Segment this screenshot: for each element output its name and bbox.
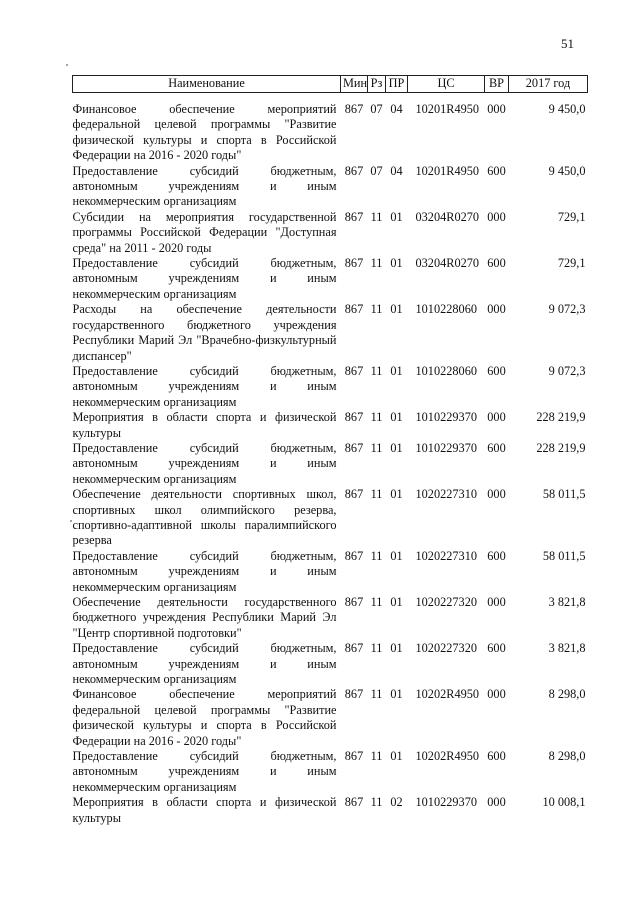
header-min: Мин <box>341 76 368 93</box>
header-pr: ПР <box>386 76 408 93</box>
table-row <box>73 164 588 210</box>
cell-name: Финансовое обеспечение мероприятий федеральной целевой программы "Развитие физической культуры и спорта в Российской Федерации на 2016 - 2020 годы" <box>72 687 337 748</box>
cell-min: 867 <box>344 209 364 224</box>
cell-vr: 600 <box>487 163 506 178</box>
cell-pr: 01 <box>390 749 403 764</box>
cell-rz: 11 <box>370 795 383 810</box>
cell-vr: 000 <box>487 302 506 317</box>
cell-min: 867 <box>344 363 364 378</box>
cell-min: 867 <box>344 548 364 563</box>
cell-rz: 11 <box>370 687 383 702</box>
cell-cs: 1010229370 <box>415 410 477 425</box>
cell-amount: 10 008,1 <box>542 795 586 810</box>
cell-name: Обеспечение деятельности спортивных школ, спортивных школ олимпийского резерва, спортивно-адаптивной школы паралимпийского резерва <box>72 487 337 548</box>
cell-vr: 000 <box>487 795 506 810</box>
table-row <box>73 641 588 687</box>
cell-rz: 11 <box>370 209 383 224</box>
cell-min: 867 <box>344 410 364 425</box>
cell-cs: 03204R0270 <box>415 256 480 271</box>
cell-name: Предоставление субсидий бюджетным, автономным учреждениям и иным некоммерческим организациям <box>72 363 337 409</box>
cell-vr: 600 <box>487 641 506 656</box>
cell-vr: 000 <box>487 410 506 425</box>
header-rz: Рз <box>368 76 386 93</box>
cell-name: Финансовое обеспечение мероприятий федеральной целевой программы "Развитие физической культуры и спорта в Российской Федерации на 2016 - 2020 годы" <box>72 102 337 163</box>
cell-rz: 07 <box>370 102 383 116</box>
cell-vr: 000 <box>487 102 506 116</box>
cell-pr: 01 <box>390 487 403 502</box>
cell-rz: 11 <box>370 595 383 609</box>
cell-amount: 9 072,3 <box>548 302 586 317</box>
page-number: 51 <box>561 36 574 51</box>
cell-name: Предоставление субсидий бюджетным, автономным учреждениям и иным некоммерческим организациям <box>72 749 337 794</box>
cell-cs: 03204R0270 <box>415 209 480 224</box>
cell-vr: 000 <box>487 487 506 502</box>
cell-pr: 04 <box>390 102 403 116</box>
cell-cs: 1020227320 <box>415 641 477 656</box>
cell-pr: 02 <box>390 795 403 810</box>
cell-amount: 3 821,8 <box>548 595 586 609</box>
cell-rz: 11 <box>370 256 383 271</box>
cell-amount: 58 011,5 <box>542 487 586 502</box>
cell-amount: 228 219,9 <box>536 410 586 425</box>
cell-cs: 1010229370 <box>415 440 477 455</box>
cell-pr: 01 <box>390 302 403 317</box>
cell-rz: 11 <box>370 410 383 425</box>
cell-vr: 600 <box>487 749 506 764</box>
cell-min: 867 <box>344 595 364 609</box>
table-row <box>73 364 588 410</box>
cell-name: Предоставление субсидий бюджетным, автономным учреждениям и иным некоммерческим организациям <box>72 548 337 594</box>
cell-pr: 01 <box>390 256 403 271</box>
table-row <box>73 302 588 364</box>
table-row <box>73 487 588 549</box>
budget-table <box>72 75 588 826</box>
table-row <box>73 210 588 256</box>
cell-min: 867 <box>344 163 364 178</box>
cell-cs: 1010228060 <box>415 363 477 378</box>
cell-min: 867 <box>344 256 364 271</box>
cell-name: Мероприятия в области спорта и физической культуры <box>72 410 337 440</box>
cell-vr: 000 <box>487 595 506 609</box>
scan-speck <box>66 64 68 66</box>
cell-cs: 10202R4950 <box>415 687 480 702</box>
table-row <box>73 595 588 641</box>
cell-cs: 1020227310 <box>415 487 477 502</box>
cell-rz: 11 <box>370 641 383 656</box>
cell-cs: 1010228060 <box>415 302 477 317</box>
cell-min: 867 <box>344 795 364 810</box>
table-row <box>73 256 588 302</box>
cell-amount: 9 072,3 <box>548 363 586 378</box>
cell-name: Предоставление субсидий бюджетным, автономным учреждениям и иным некоммерческим организациям <box>72 256 337 301</box>
cell-min: 867 <box>344 440 364 455</box>
cell-name: Предоставление субсидий бюджетным, автономным учреждениям и иным некоммерческим организациям <box>72 440 337 486</box>
cell-pr: 01 <box>390 687 403 702</box>
cell-amount: 9 450,0 <box>548 102 586 116</box>
cell-name: Предоставление субсидий бюджетным, автономным учреждениям и иным некоммерческим организациям <box>72 641 337 687</box>
cell-rz: 11 <box>370 548 383 563</box>
table-row <box>73 687 588 749</box>
table-row <box>73 93 588 164</box>
cell-vr: 600 <box>487 548 506 563</box>
cell-min: 867 <box>344 749 364 764</box>
table-row <box>73 549 588 595</box>
table-row <box>73 795 588 826</box>
cell-pr: 04 <box>390 163 403 178</box>
cell-amount: 729,1 <box>557 209 586 224</box>
cell-cs: 10202R4950 <box>415 749 480 764</box>
cell-pr: 01 <box>390 641 403 656</box>
cell-rz: 11 <box>370 363 383 378</box>
cell-vr: 000 <box>487 687 506 702</box>
cell-amount: 9 450,0 <box>548 163 586 178</box>
cell-name: Расходы на обеспечение деятельности государственного бюджетного учреждения Республики Марий Эл "Врачебно-физкультурный диспансер" <box>72 302 337 363</box>
cell-rz: 11 <box>370 487 383 502</box>
cell-cs: 1010229370 <box>415 795 477 810</box>
table-header-row <box>73 76 588 93</box>
cell-amount: 3 821,8 <box>548 641 586 656</box>
cell-name: Мероприятия в области спорта и физической культуры <box>72 795 337 825</box>
header-vr: ВР <box>485 76 509 93</box>
header-year: 2017 год <box>509 76 588 93</box>
cell-cs: 1020227310 <box>415 548 477 563</box>
header-cs: ЦС <box>408 76 485 93</box>
cell-pr: 01 <box>390 363 403 378</box>
cell-name: Предоставление субсидий бюджетным, автономным учреждениям и иным некоммерческим организациям <box>72 163 337 209</box>
table-body <box>73 93 588 827</box>
cell-name: Субсидии на мероприятия государственной программы Российской Федерации "Доступная среда" на 2011 - 2020 годы <box>72 209 337 255</box>
cell-rz: 11 <box>370 749 383 764</box>
cell-amount: 8 298,0 <box>548 749 586 764</box>
cell-min: 867 <box>344 102 364 116</box>
cell-min: 867 <box>344 302 364 317</box>
cell-rz: 11 <box>370 440 383 455</box>
cell-pr: 01 <box>390 209 403 224</box>
cell-rz: 07 <box>370 163 383 178</box>
cell-pr: 01 <box>390 548 403 563</box>
cell-min: 867 <box>344 487 364 502</box>
cell-amount: 729,1 <box>557 256 586 271</box>
cell-amount: 8 298,0 <box>548 687 586 702</box>
cell-vr: 000 <box>487 209 506 224</box>
scan-speck <box>70 520 72 522</box>
cell-min: 867 <box>344 687 364 702</box>
cell-vr: 600 <box>487 363 506 378</box>
table-row <box>73 441 588 487</box>
cell-min: 867 <box>344 641 364 656</box>
cell-rz: 11 <box>370 302 383 317</box>
header-name: Наименование <box>73 76 341 93</box>
table-row <box>73 749 588 795</box>
cell-vr: 600 <box>487 256 506 271</box>
cell-amount: 228 219,9 <box>536 440 586 455</box>
cell-cs: 10201R4950 <box>415 163 480 178</box>
cell-vr: 600 <box>487 440 506 455</box>
cell-pr: 01 <box>390 440 403 455</box>
cell-cs: 10201R4950 <box>415 102 480 116</box>
table-row <box>73 410 588 441</box>
cell-cs: 1020227320 <box>415 595 477 609</box>
cell-pr: 01 <box>390 410 403 425</box>
cell-name: Обеспечение деятельности государственного бюджетного учреждения Республики Марий Эл "Центр спортивной подготовки" <box>72 595 337 640</box>
cell-pr: 01 <box>390 595 403 609</box>
cell-amount: 58 011,5 <box>542 548 586 563</box>
